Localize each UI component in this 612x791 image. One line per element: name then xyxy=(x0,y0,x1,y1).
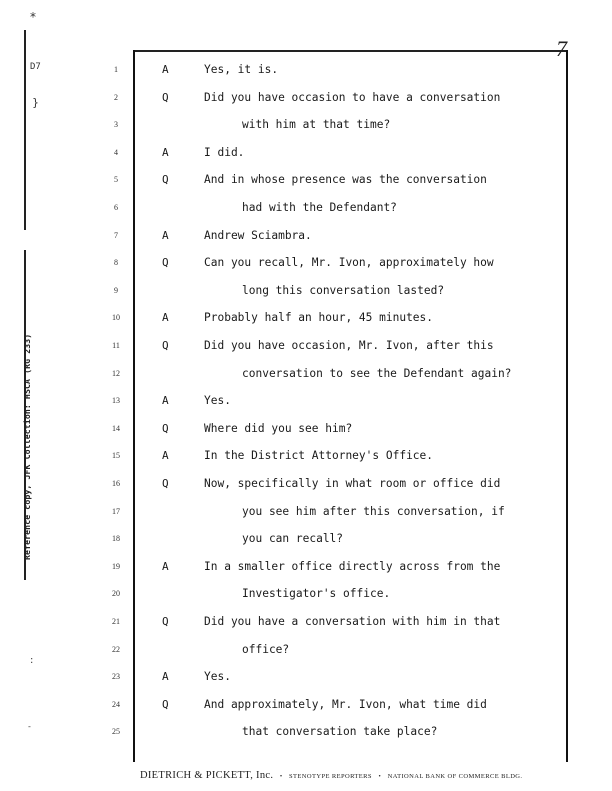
testimony-text: In the District Attorney's Office. xyxy=(204,449,434,462)
line-number: 2 xyxy=(114,93,118,102)
speaker-marker: A xyxy=(162,560,169,573)
page-number: 7 xyxy=(556,36,567,61)
speaker-marker: A xyxy=(162,394,169,407)
footer-firm: DIETRICH & PICKETT, Inc. xyxy=(140,770,274,781)
speaker-marker: A xyxy=(162,63,169,76)
line-number: 13 xyxy=(112,396,120,405)
speaker-marker: Q xyxy=(162,91,169,104)
footer-address: NATIONAL BANK OF COMMERCE BLDG. xyxy=(387,773,523,780)
testimony-text: with him at that time? xyxy=(242,118,391,131)
frame-right-rule xyxy=(566,50,568,762)
testimony-text: Yes. xyxy=(204,394,231,407)
margin-bracket-mark: } xyxy=(32,96,39,109)
line-number: 10 xyxy=(112,313,120,322)
testimony-text: In a smaller office directly across from the xyxy=(204,560,501,573)
testimony-text: long this conversation lasted? xyxy=(242,284,445,297)
speaker-marker: Q xyxy=(162,256,169,269)
line-number: 11 xyxy=(112,341,120,350)
margin-asterisk-mark: * xyxy=(30,10,36,24)
testimony-text: Did you have occasion, Mr. Ivon, after this xyxy=(204,339,494,352)
testimony-text: Where did you see him? xyxy=(204,422,353,435)
line-number: 23 xyxy=(112,672,120,681)
testimony-text: Investigator's office. xyxy=(242,587,391,600)
speaker-marker: Q xyxy=(162,422,169,435)
speaker-marker: A xyxy=(162,311,169,324)
testimony-text: Did you have a conversation with him in that xyxy=(204,615,501,628)
testimony-text: that conversation take place? xyxy=(242,725,438,738)
testimony-text: Yes. xyxy=(204,670,231,683)
margin-dot-mark: : xyxy=(30,655,34,666)
testimony-text: you can recall? xyxy=(242,532,344,545)
speaker-marker: Q xyxy=(162,173,169,186)
line-number: 16 xyxy=(112,479,120,488)
speaker-marker: A xyxy=(162,229,169,242)
testimony-text: And in whose presence was the conversation xyxy=(204,173,487,186)
testimony-text: conversation to see the Defendant again? xyxy=(242,367,512,380)
line-number: 25 xyxy=(112,727,120,736)
line-number: 18 xyxy=(112,534,120,543)
frame-left-rule xyxy=(133,50,135,762)
speaker-marker: A xyxy=(162,146,169,159)
line-number: 4 xyxy=(114,148,118,157)
line-number: 9 xyxy=(114,286,118,295)
line-number: 15 xyxy=(112,451,120,460)
frame-top-rule xyxy=(133,50,568,52)
speaker-marker: A xyxy=(162,449,169,462)
line-number: 24 xyxy=(112,700,120,709)
line-number: 8 xyxy=(114,258,118,267)
footer-reporters: STENOTYPE REPORTERS xyxy=(289,773,372,780)
testimony-text: Can you recall, Mr. Ivon, approximately how xyxy=(204,256,494,269)
speaker-marker: A xyxy=(162,670,169,683)
footer-separator: • xyxy=(279,773,283,780)
line-number: 7 xyxy=(114,231,118,240)
line-number: 19 xyxy=(112,562,120,571)
line-number: 12 xyxy=(112,369,120,378)
speaker-marker: Q xyxy=(162,339,169,352)
footer-separator: • xyxy=(378,773,382,780)
testimony-text: And approximately, Mr. Ivon, what time did xyxy=(204,698,487,711)
line-number: 1 xyxy=(114,65,118,74)
speaker-marker: Q xyxy=(162,698,169,711)
speaker-marker: Q xyxy=(162,477,169,490)
archive-reference-stamp: Reference copy, JFK Collection: HSCA (RG 233) xyxy=(22,333,32,560)
testimony-text: office? xyxy=(242,643,290,656)
testimony-text: you see him after this conversation, if xyxy=(242,505,505,518)
line-number: 22 xyxy=(112,645,120,654)
line-number: 20 xyxy=(112,589,120,598)
margin-rule-top xyxy=(24,30,26,230)
margin-tick-mark: - xyxy=(28,722,31,731)
testimony-text: Now, specifically in what room or office did xyxy=(204,477,501,490)
line-number: 21 xyxy=(112,617,120,626)
line-number: 14 xyxy=(112,424,120,433)
testimony-text: Probably half an hour, 45 minutes. xyxy=(204,311,434,324)
testimony-text: I did. xyxy=(204,146,245,159)
testimony-text: Did you have occasion to have a conversation xyxy=(204,91,501,104)
page-footer xyxy=(140,770,580,781)
line-number: 6 xyxy=(114,203,118,212)
line-number: 3 xyxy=(114,120,118,129)
line-number: 17 xyxy=(112,507,120,516)
testimony-text: Andrew Sciambra. xyxy=(204,229,312,242)
margin-code: D7 xyxy=(30,62,41,72)
line-number: 5 xyxy=(114,175,118,184)
testimony-text: Yes, it is. xyxy=(204,63,279,76)
speaker-marker: Q xyxy=(162,615,169,628)
testimony-text: had with the Defendant? xyxy=(242,201,397,214)
